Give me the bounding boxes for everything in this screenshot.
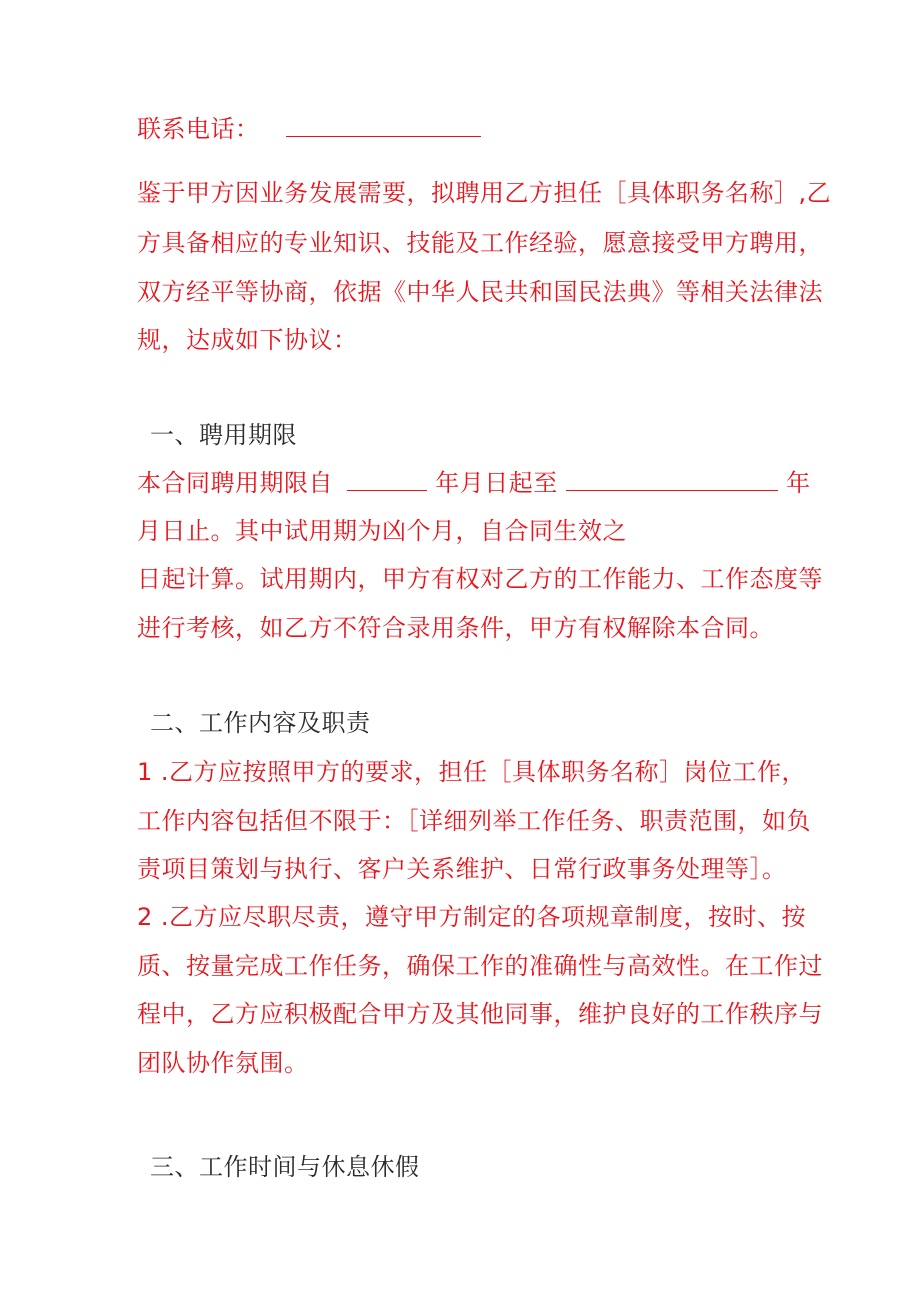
- section-2-line-2: 工作内容包括但不限于：［详细列举工作任务、职责范围，如负: [137, 807, 811, 835]
- section-2-line-1: 1 .乙方应按照甲方的要求，担任［具体职务名称］岗位工作，: [137, 758, 807, 786]
- section-1-line-1: [137, 468, 811, 498]
- section-1-line-4: 进行考核，如乙方不符合录用条件，甲方有权解除本合同。: [137, 614, 774, 642]
- term-end-text: 年月日起至: [435, 469, 558, 497]
- intro-line-4: 规，达成如下协议：: [137, 326, 358, 354]
- contact-phone-line: [137, 114, 481, 144]
- contact-phone-blank: [286, 114, 481, 137]
- term-start-text: 本合同聘用期限自: [137, 469, 333, 497]
- intro-line-2: 方具备相应的专业知识、技能及工作经验，愿意接受甲方聘用，: [137, 229, 823, 257]
- section-1-heading: 一、聘用期限: [150, 421, 297, 449]
- section-2-heading: 二、工作内容及职责: [150, 709, 371, 737]
- term-end-blank: [566, 468, 778, 491]
- intro-line-1: 鉴于甲方因业务发展需要，拟聘用乙方担任［具体职务名称］,乙: [137, 179, 832, 207]
- section-2-line-6: 程中，乙方应积极配合甲方及其他同事，维护良好的工作秩序与: [137, 1000, 823, 1028]
- section-1-line-2: 月日止。其中试用期为凶个月，自合同生效之: [137, 517, 627, 545]
- intro-line-3: 双方经平等协商，依据《中华人民共和国民法典》等相关法律法: [137, 278, 823, 306]
- section-2-line-7: 团队协作氛围。: [137, 1049, 309, 1077]
- term-end-year-text: 年: [786, 469, 811, 497]
- section-2-line-4: 2 .乙方应尽职尽责，遵守甲方制定的各项规章制度，按时、按: [137, 903, 807, 931]
- section-2-line-5: 质、按量完成工作任务，确保工作的准确性与高效性。在工作过: [137, 952, 823, 980]
- section-1-line-3: 日起计算。试用期内，甲方有权对乙方的工作能力、工作态度等: [137, 565, 823, 593]
- term-start-blank: [347, 468, 427, 491]
- section-3-heading: 三、工作时间与休息休假: [150, 1153, 420, 1181]
- section-2-line-3: 责项目策划与执行、客户关系维护、日常行政事务处理等］。: [137, 855, 787, 883]
- contact-phone-label: 联系电话：: [137, 115, 260, 143]
